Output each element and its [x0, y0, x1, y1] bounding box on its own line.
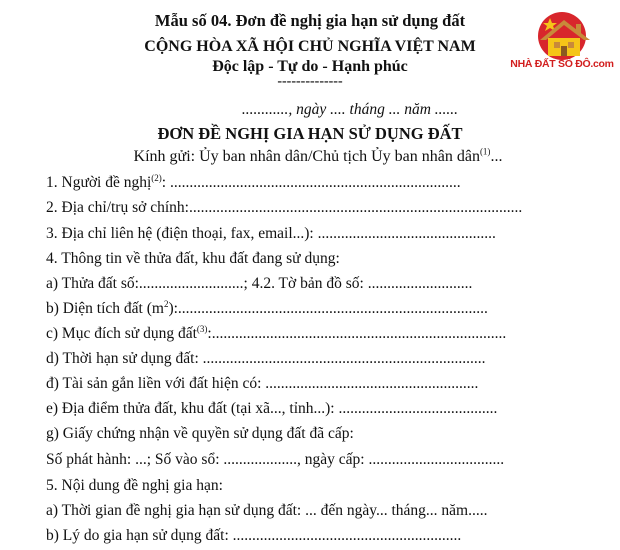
field-extension-period: a) Thời gian đề nghị gia hạn sử dụng đất: ... đến ngày... tháng... năm.....: [46, 502, 488, 519]
field-assets: đ) Tài sản gắn liền với đất hiện có: .......................................................: [46, 375, 479, 392]
field-parcel-number: a) Thửa đất số:...........................; 4.2. Tờ bản đồ số: ...........................: [46, 275, 473, 292]
national-motto: Độc lập - Tự do - Hạnh phúc: [212, 58, 408, 75]
form-number: Mẫu số 04. Đơn đề nghị gia hạn sử dụng đất: [154, 11, 466, 30]
field-purpose: c) Mục đích sử dụng đất$^{(3)}$:............................................................................: [46, 323, 507, 342]
field-land-info: 4. Thông tin về thửa đất, khu đất đang sử dụng:: [46, 250, 340, 267]
date-line: ............, ngày .... tháng ... năm ......: [241, 101, 459, 118]
greeting: Kính gửi: Ủy ban nhân dân/Chủ tịch Ủy ban nhân dân$^{(1)}$...: [133, 146, 503, 165]
document-title: ĐƠN ĐỀ NGHỊ GIA HẠN SỬ DỤNG ĐẤT: [157, 124, 463, 143]
field-location: e) Địa điểm thửa đất, khu đất (tại xã..., tỉnh...): .........................................: [46, 400, 498, 417]
field-contact: 3. Địa chỉ liên hệ (điện thoại, fax, email...): ..............................................: [46, 225, 496, 242]
field-certificate: g) Giấy chứng nhận về quyền sử dụng đất đã cấp:: [46, 425, 354, 442]
field-extension-reason: b) Lý do gia hạn sử dụng đất: ...........................................................: [46, 527, 462, 544]
brand-logo: [510, 6, 614, 72]
house-logo-icon: [510, 6, 614, 60]
header-divider: --------------: [277, 74, 343, 89]
field-extension-content: 5. Nội dung đề nghị gia hạn:: [46, 477, 223, 494]
field-area: b) Diện tích đất $(m^2)$:................................................................................: [46, 298, 488, 317]
field-term: d) Thời hạn sử dụng đất: .........................................................................: [46, 350, 486, 367]
country-name: CỘNG HÒA XÃ HỘI CHỦ NGHĨA VIỆT NAM: [144, 38, 476, 55]
field-certificate-numbers: Số phát hành: ...; Số vào sổ: ..................., ngày cấp: ...................................: [46, 451, 505, 468]
logo-wordmark: NHÀ ĐẤT SỐ ĐÔ.com: [510, 58, 614, 70]
field-applicant: 1. Người đề nghị$^{(2)}$: ...........................................................................: [46, 172, 461, 191]
field-address: 2. Địa chỉ/trụ sở chính:......................................................................................: [46, 199, 523, 216]
